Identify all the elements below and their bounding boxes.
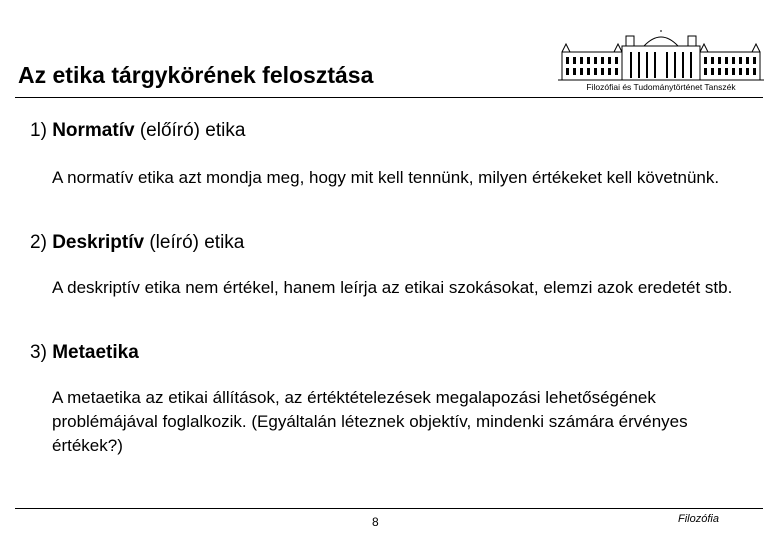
item-heading-metaethics (30, 342, 139, 364)
item-description-normative: A normatív etika azt mondja meg, hogy mit kell tennünk, milyen értékeket kell követnünk. (52, 168, 720, 187)
item-term: Deskriptív (52, 232, 145, 253)
item-number: 3) (30, 342, 53, 363)
item-description-metaethics: A metaetika az etikai állítások, az értéktételezések megalapozási lehetőségének problémájával foglalkozik. (Egyáltalán léteznek objektív, mindenki számára érvényes értékek?) (52, 388, 688, 455)
page-number: 8 (372, 515, 379, 529)
footer-divider (15, 508, 763, 509)
item-heading-normative (30, 120, 245, 142)
title-divider (15, 97, 763, 98)
item-term: Normatív (52, 120, 135, 141)
slide-title: Az etika tárgykörének felosztása (18, 62, 374, 88)
item-number: 2) (30, 232, 53, 253)
item-number: 1) (30, 120, 53, 141)
footer-label: Filozófia (678, 513, 719, 525)
item-heading-descriptive (30, 232, 244, 254)
item-term: Metaetika (52, 342, 139, 363)
logo-caption: Filozófiai és Tudománytörténet Tanszék (586, 82, 736, 92)
item-qualifier: (leíró) etika (144, 232, 245, 253)
item-description-descriptive: A deskriptív etika nem értékel, hanem leírja az etikai szokásokat, elemzi azok eredetét stb. (52, 278, 733, 297)
item-qualifier: (előíró) etika (134, 120, 246, 141)
